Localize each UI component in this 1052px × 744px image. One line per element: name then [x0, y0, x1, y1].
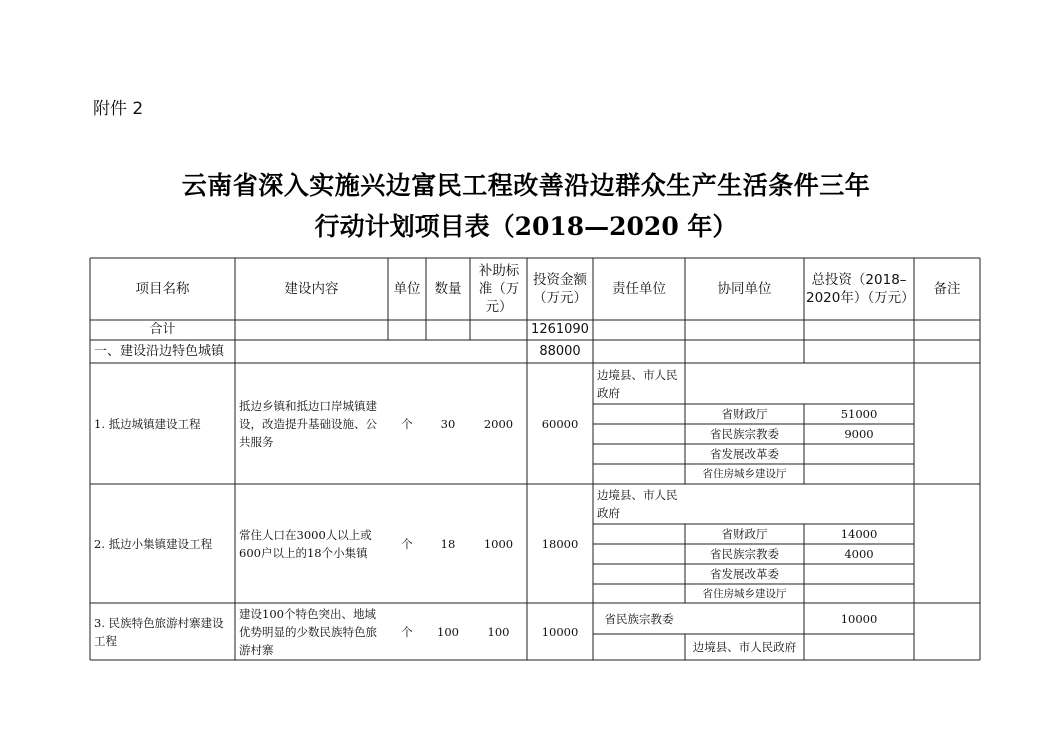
- header-remark: 备注: [933, 281, 961, 297]
- coop-unit: 省住房城乡建设厅: [702, 468, 787, 480]
- coop-total-investment: 10000: [840, 611, 878, 626]
- project-content: 建设100个特色突出、地域优势明显的少数民族特色旅游村寨: [239, 606, 377, 657]
- coop-unit: 省财政厅: [721, 527, 768, 541]
- document-title-line2: 行动计划项目表（2018—2020 年）: [314, 212, 738, 241]
- coop-unit: 省住房城乡建设厅: [702, 587, 787, 600]
- project-responsible-unit: 边境县、市人民政府: [597, 488, 678, 520]
- document-title-line1: 云南省深入实施兴边富民工程改善沿边群众生产生活条件三年: [181, 171, 871, 200]
- header-cooperating-unit: 协同单位: [717, 281, 772, 297]
- total-row-label: 合计: [149, 322, 176, 337]
- project-unit: 个: [401, 536, 413, 551]
- section-investment: 88000: [539, 343, 581, 359]
- project-subsidy: 100: [487, 624, 510, 639]
- header-investment-amount: 投资金额（万元）: [533, 272, 587, 306]
- project-name: 2. 抵边小集镇建设工程: [94, 536, 213, 551]
- header-quantity: 数量: [434, 281, 462, 297]
- header-subsidy-standard: 补助标准（万元）: [478, 263, 520, 315]
- project-responsible-unit: 省民族宗教委: [604, 611, 674, 626]
- project-subsidy: 1000: [483, 536, 514, 551]
- header-construction-content: 建设内容: [284, 281, 339, 297]
- project-content: 常住人口在3000人以上或600户以上的18个小集镇: [239, 527, 372, 560]
- project-name: 3. 民族特色旅游村寨建设工程: [94, 615, 224, 648]
- attachment-label: 附件 2: [93, 99, 144, 119]
- project-subsidy: 2000: [483, 416, 514, 431]
- coop-unit: 省发展改革委: [710, 447, 779, 461]
- coop-unit: 边境县、市人民政府: [692, 640, 797, 654]
- project-unit: 个: [401, 416, 413, 431]
- project-investment: 60000: [541, 416, 579, 431]
- coop-unit: 省民族宗教委: [710, 427, 779, 441]
- project-quantity: 18: [440, 536, 456, 551]
- project-name: 1. 抵边城镇建设工程: [94, 416, 201, 431]
- project-investment: 10000: [541, 624, 579, 639]
- coop-total-investment: 9000: [844, 427, 874, 441]
- coop-total-investment: 51000: [840, 407, 878, 421]
- total-row-investment: 1261090: [531, 322, 589, 337]
- header-total-investment: 总投资（2018–2020年）（万元）: [806, 272, 915, 306]
- project-quantity: 100: [437, 624, 459, 639]
- project-content: 抵边乡镇和抵边口岸城镇建设，改造提升基础设施、公共服务: [239, 398, 377, 449]
- coop-total-investment: 4000: [844, 547, 874, 561]
- header-project-name: 项目名称: [135, 281, 190, 297]
- coop-unit: 省财政厅: [721, 407, 768, 421]
- coop-unit: 省民族宗教委: [710, 547, 779, 561]
- coop-unit: 省发展改革委: [710, 567, 779, 581]
- header-unit: 单位: [393, 281, 421, 297]
- project-responsible-unit: 边境县、市人民政府: [597, 367, 678, 400]
- project-quantity: 30: [440, 416, 456, 431]
- header-responsible-unit: 责任单位: [612, 281, 666, 297]
- project-unit: 个: [401, 624, 413, 639]
- coop-total-investment: 14000: [840, 527, 878, 541]
- project-investment: 18000: [541, 536, 579, 551]
- section-label: 一、建设沿边特色城镇: [94, 343, 225, 359]
